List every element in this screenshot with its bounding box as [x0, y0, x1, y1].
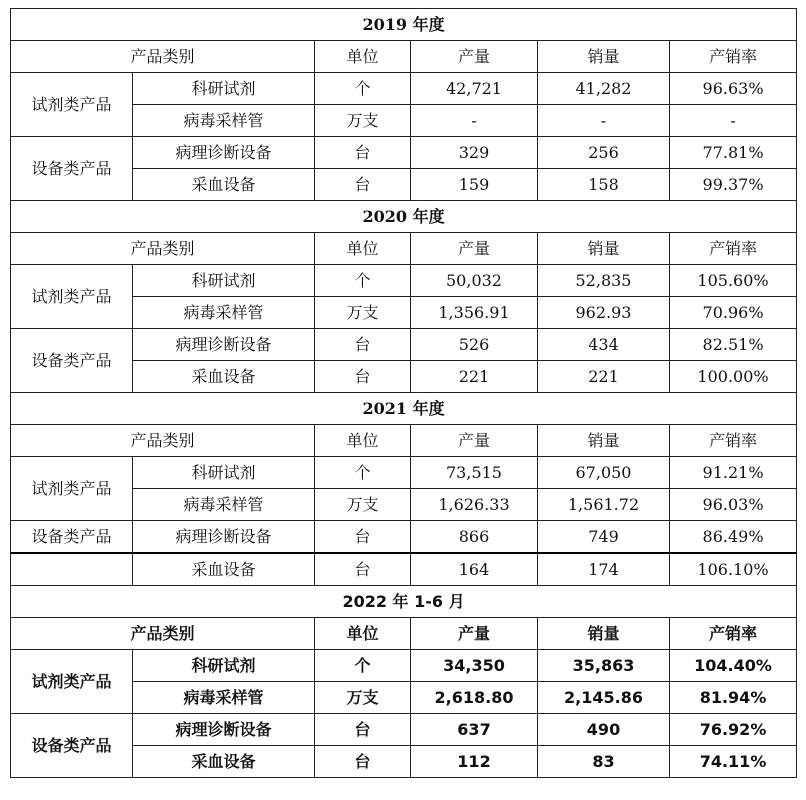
product-unit: 万支 [315, 297, 411, 329]
product-unit: 个 [315, 457, 411, 489]
product-name: 病毒采样管 [133, 297, 315, 329]
section-title-2020: 2020 年度 [11, 201, 797, 233]
product-unit: 台 [315, 169, 411, 201]
table-row [11, 714, 797, 746]
product-unit: 万支 [315, 105, 411, 137]
sales-value: 41,282 [538, 73, 670, 105]
table-row [11, 137, 797, 169]
production-value: 159 [411, 169, 538, 201]
table-row [11, 73, 797, 105]
table-row [11, 265, 797, 297]
product-unit: 台 [315, 137, 411, 169]
group-equipment: 设备类产品 [11, 521, 133, 554]
header-production: 产量 [411, 618, 538, 650]
header-sales: 销量 [538, 425, 670, 457]
header-production: 产量 [411, 41, 538, 73]
production-value: - [411, 105, 538, 137]
sales-value: 174 [538, 553, 670, 586]
production-value: 221 [411, 361, 538, 393]
product-unit: 个 [315, 73, 411, 105]
header-production: 产量 [411, 425, 538, 457]
ratio-value: 96.63% [670, 73, 797, 105]
header-production: 产量 [411, 233, 538, 265]
header-ratio: 产销率 [670, 233, 797, 265]
product-name: 病毒采样管 [133, 489, 315, 521]
product-name: 病理诊断设备 [133, 137, 315, 169]
product-name: 采血设备 [133, 361, 315, 393]
group-reagent: 试剂类产品 [11, 650, 133, 714]
ratio-value: 77.81% [670, 137, 797, 169]
ratio-value: 100.00% [670, 361, 797, 393]
header-unit: 单位 [315, 425, 411, 457]
table-row [11, 650, 797, 682]
production-value: 50,032 [411, 265, 538, 297]
sales-value: 490 [538, 714, 670, 746]
ratio-value: 105.60% [670, 265, 797, 297]
ratio-value: 99.37% [670, 169, 797, 201]
group-reagent: 试剂类产品 [11, 457, 133, 521]
header-unit: 单位 [315, 233, 411, 265]
production-sales-document [10, 8, 796, 792]
sales-value: 256 [538, 137, 670, 169]
production-value: 866 [411, 521, 538, 554]
header-category: 产品类别 [11, 618, 315, 650]
sales-value: - [538, 105, 670, 137]
ratio-value: 104.40% [670, 650, 797, 682]
product-unit: 个 [315, 650, 411, 682]
product-name: 科研试剂 [133, 73, 315, 105]
ratio-value: 106.10% [670, 553, 797, 586]
group-reagent: 试剂类产品 [11, 73, 133, 137]
section-2022 [11, 586, 797, 778]
production-value: 112 [411, 746, 538, 778]
ratio-value: 81.94% [670, 682, 797, 714]
product-unit: 台 [315, 329, 411, 361]
sales-value: 35,863 [538, 650, 670, 682]
product-unit: 台 [315, 553, 411, 586]
product-unit: 万支 [315, 489, 411, 521]
product-name: 采血设备 [133, 553, 315, 586]
header-unit: 单位 [315, 618, 411, 650]
group-equipment: 设备类产品 [11, 329, 133, 393]
product-unit: 万支 [315, 682, 411, 714]
header-category: 产品类别 [11, 41, 315, 73]
table-row [11, 553, 797, 586]
production-value: 329 [411, 137, 538, 169]
header-sales: 销量 [538, 41, 670, 73]
product-name: 病毒采样管 [133, 105, 315, 137]
header-unit: 单位 [315, 41, 411, 73]
product-unit: 台 [315, 361, 411, 393]
group-reagent: 试剂类产品 [11, 265, 133, 329]
production-value: 1,356.91 [411, 297, 538, 329]
ratio-value: 96.03% [670, 489, 797, 521]
production-sales-table [10, 8, 797, 778]
group-cell-empty [11, 553, 133, 586]
sales-value: 434 [538, 329, 670, 361]
section-title-2021: 2021 年度 [11, 393, 797, 425]
production-value: 34,350 [411, 650, 538, 682]
section-title-2022: 2022 年 1-6 月 [11, 586, 797, 618]
product-name: 病毒采样管 [133, 682, 315, 714]
product-name: 采血设备 [133, 169, 315, 201]
production-value: 637 [411, 714, 538, 746]
header-sales: 销量 [538, 233, 670, 265]
group-equipment: 设备类产品 [11, 714, 133, 778]
ratio-value: 86.49% [670, 521, 797, 554]
table-row [11, 457, 797, 489]
product-name: 病理诊断设备 [133, 714, 315, 746]
sales-value: 83 [538, 746, 670, 778]
production-value: 73,515 [411, 457, 538, 489]
production-value: 164 [411, 553, 538, 586]
production-value: 526 [411, 329, 538, 361]
header-ratio: 产销率 [670, 618, 797, 650]
header-category: 产品类别 [11, 425, 315, 457]
ratio-value: 76.92% [670, 714, 797, 746]
ratio-value: 91.21% [670, 457, 797, 489]
header-sales: 销量 [538, 618, 670, 650]
product-name: 病理诊断设备 [133, 521, 315, 554]
section-2021 [11, 393, 797, 586]
table-row [11, 521, 797, 554]
section-2020 [11, 201, 797, 393]
production-value: 2,618.80 [411, 682, 538, 714]
sales-value: 1,561.72 [538, 489, 670, 521]
product-name: 科研试剂 [133, 650, 315, 682]
sales-value: 221 [538, 361, 670, 393]
section-title-2019: 2019 年度 [11, 9, 797, 41]
sales-value: 158 [538, 169, 670, 201]
product-unit: 台 [315, 746, 411, 778]
product-name: 科研试剂 [133, 457, 315, 489]
sales-value: 52,835 [538, 265, 670, 297]
header-ratio: 产销率 [670, 425, 797, 457]
ratio-value: 70.96% [670, 297, 797, 329]
ratio-value: 74.11% [670, 746, 797, 778]
product-name: 采血设备 [133, 746, 315, 778]
sales-value: 2,145.86 [538, 682, 670, 714]
product-unit: 台 [315, 714, 411, 746]
group-equipment: 设备类产品 [11, 137, 133, 201]
section-2019 [11, 9, 797, 201]
ratio-value: - [670, 105, 797, 137]
product-name: 科研试剂 [133, 265, 315, 297]
header-category: 产品类别 [11, 233, 315, 265]
production-value: 42,721 [411, 73, 538, 105]
production-value: 1,626.33 [411, 489, 538, 521]
header-ratio: 产销率 [670, 41, 797, 73]
product-unit: 台 [315, 521, 411, 554]
table-row [11, 329, 797, 361]
sales-value: 67,050 [538, 457, 670, 489]
sales-value: 749 [538, 521, 670, 554]
product-name: 病理诊断设备 [133, 329, 315, 361]
sales-value: 962.93 [538, 297, 670, 329]
product-unit: 个 [315, 265, 411, 297]
ratio-value: 82.51% [670, 329, 797, 361]
